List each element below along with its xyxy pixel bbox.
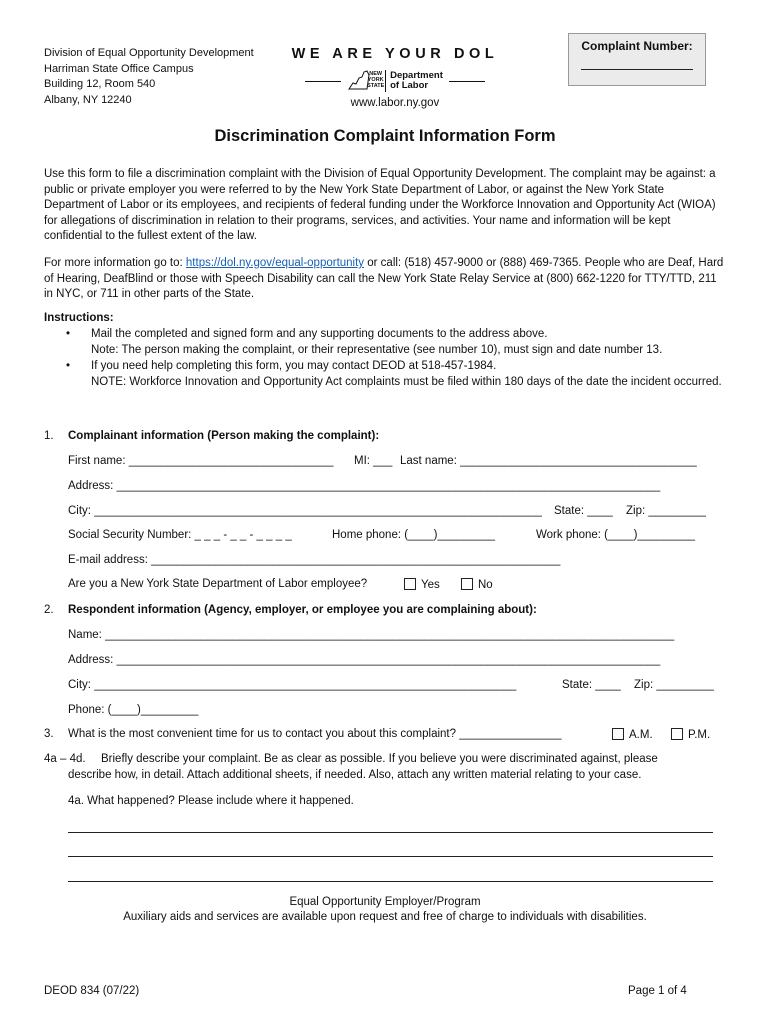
contact-time-field[interactable]: What is the most convenient time for us to contact you about this complaint? ________________ — [68, 728, 562, 740]
dol-logo — [290, 68, 500, 94]
am-option[interactable] — [612, 728, 653, 741]
dept-name — [390, 71, 443, 91]
complainant-city-field[interactable]: City: ______________________________________________________________________ — [68, 505, 542, 517]
instruction-line: If you need help completing this form, you may contact DEOD at 518-457-1984. — [91, 360, 497, 372]
return-address — [44, 46, 254, 108]
work-phone-field[interactable]: Work phone: (____)_________ — [536, 529, 695, 541]
ssn-field[interactable]: Social Security Number: _ _ _ - _ _ - _ _ _ _ — [68, 529, 292, 541]
more-info-paragraph — [44, 256, 724, 303]
employee-yes-option[interactable] — [404, 578, 440, 591]
am-checkbox[interactable] — [612, 728, 624, 740]
address-line: Albany, NY 12240 — [44, 93, 132, 106]
instruction-line: Mail the completed and signed form and any supporting documents to the address above. — [91, 328, 548, 340]
page-number: Page 1 of 4 — [628, 985, 687, 997]
dept-line-1: Department — [390, 70, 443, 81]
pm-checkbox[interactable] — [671, 728, 683, 740]
yes-checkbox[interactable] — [404, 578, 416, 590]
instructions-heading: Instructions: — [44, 312, 114, 324]
answer-line[interactable] — [68, 881, 713, 882]
question-4a: 4a. What happened? Please include where it happened. — [68, 795, 354, 807]
first-name-field[interactable]: First name: ________________________________ — [68, 455, 334, 467]
equal-opportunity-link[interactable]: https://dol.ny.gov/equal-opportunity — [185, 257, 365, 269]
more-info-suffix: or call: (518) 457-9000 or (888) 469-7365. People who are Deaf, Hard of Hearing, DeafBlind or those with Speech Disability can call the New York State Relay Service at (800) 662-1220 for TTY/TTD, 211 in NYC, or 711 in other parts of the State. — [44, 257, 724, 300]
yes-label: Yes — [421, 579, 440, 591]
list-item — [44, 326, 724, 358]
bullet-icon: • — [66, 328, 71, 340]
section-4-intro-line-1: Briefly describe your complaint. Be as clear as possible. If you believe you were discriminated against, please — [101, 753, 658, 765]
section-3-number: 3. — [44, 728, 54, 740]
state-mark-text: NEW YORK STATE — [367, 71, 385, 89]
tagline: WE ARE YOUR DOL — [291, 46, 499, 62]
instructions-list — [44, 326, 724, 390]
instructions — [44, 310, 724, 390]
eoe-statement: Equal Opportunity Employer/Program — [289, 896, 481, 908]
no-label: No — [478, 579, 493, 591]
complaint-number-field[interactable] — [581, 69, 693, 70]
address-line: Building 12, Room 540 — [44, 78, 156, 90]
respondent-phone-field[interactable]: Phone: (____)_________ — [68, 704, 199, 716]
section-2-title: Respondent information (Agency, employer, or employee you are complaining about): — [68, 604, 537, 616]
instruction-note: Note: The person making the complaint, or their representative (see number 10), must sign and date number 13. — [91, 344, 663, 356]
section-4-intro-line-2: describe how, in detail. Attach additional sheets, if needed. Also, attach any written material relating to your case. — [68, 769, 642, 781]
pm-option[interactable] — [671, 728, 710, 741]
mi-field[interactable]: MI: ___ — [354, 455, 393, 467]
website-link[interactable]: www.labor.ny.gov — [350, 97, 440, 109]
section-4-label: 4a – 4d. — [44, 753, 86, 765]
instruction-note: NOTE: Workforce Innovation and Opportunity Act complaints must be filed within 180 days of the date the incident occurred. — [91, 376, 722, 388]
complainant-zip-field[interactable]: Zip: _________ — [626, 505, 706, 517]
no-checkbox[interactable] — [461, 578, 473, 590]
intro-paragraph: Use this form to file a discrimination complaint with the Division of Equal Opportunity Development. The complaint may be against: a public or private employer you were referred to by the New York State Department of Labor, or against the New York State Department of Labor or its employees, and recipients of federal funding under the Workforce Innovation and Opportunity Act (WIOA) for allegations of discrimination in relation to their programs, services, and activities. Your name and information will be kept confidential to the fullest extent of the law. — [44, 168, 716, 242]
respondent-name-field[interactable]: Name: _________________________________________________________________________________________ — [68, 629, 675, 641]
ny-state-logo-icon — [347, 69, 385, 93]
form-id: DEOD 834 (07/22) — [44, 985, 140, 997]
section-1-number: 1. — [44, 430, 54, 442]
address-line: Division of Equal Opportunity Development — [44, 47, 254, 59]
employee-no-option[interactable] — [461, 578, 493, 591]
complaint-number-box — [568, 33, 706, 86]
complainant-state-field[interactable]: State: ____ — [554, 505, 613, 517]
auxiliary-aids-statement: Auxiliary aids and services are available upon request and free of charge to individuals with disabilities. — [123, 911, 647, 923]
dept-line-2: of Labor — [390, 80, 429, 91]
last-name-field[interactable]: Last name: _____________________________________ — [400, 455, 697, 467]
respondent-city-field[interactable]: City: __________________________________________________________________ — [68, 679, 517, 691]
more-info-prefix: For more information go to: — [44, 257, 186, 269]
complainant-address-field[interactable]: Address: _____________________________________________________________________________________ — [68, 480, 661, 492]
employee-question: Are you a New York State Department of Labor employee? — [68, 578, 368, 590]
logo-rule-right — [449, 81, 485, 82]
footer-notice — [0, 895, 770, 925]
respondent-state-field[interactable]: State: ____ — [562, 679, 621, 691]
home-phone-field[interactable]: Home phone: (____)_________ — [332, 529, 496, 541]
list-item — [44, 358, 724, 390]
respondent-address-field[interactable]: Address: _____________________________________________________________________________________ — [68, 654, 661, 666]
email-field[interactable]: E-mail address: ________________________________________________________________ — [68, 554, 561, 566]
dol-branding — [290, 46, 500, 109]
address-line: Harriman State Office Campus — [44, 62, 194, 75]
form-title: Discrimination Complaint Information Form — [214, 127, 556, 145]
answer-line[interactable] — [68, 856, 713, 857]
complaint-number-label: Complaint Number: — [581, 39, 693, 53]
logo-divider — [385, 70, 386, 92]
am-label: A.M. — [629, 729, 653, 741]
logo-rule-left — [305, 81, 341, 82]
respondent-zip-field[interactable]: Zip: _________ — [634, 679, 714, 691]
section-2-number: 2. — [44, 604, 54, 616]
pm-label: P.M. — [688, 729, 711, 741]
bullet-icon: • — [66, 360, 71, 372]
answer-line[interactable] — [68, 832, 713, 833]
section-1-title: Complainant information (Person making the complaint): — [68, 430, 380, 442]
